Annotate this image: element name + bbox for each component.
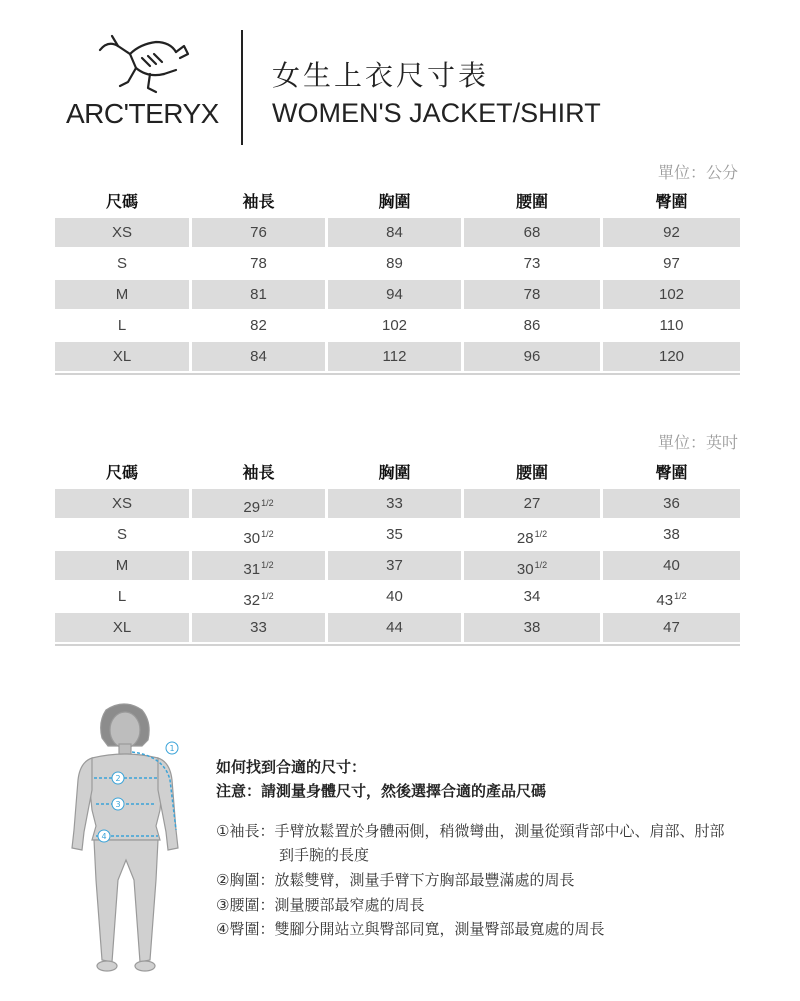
table-cell: 110	[659, 317, 684, 334]
table-cell: $30^{1/2}$	[464, 551, 600, 580]
table-cell: 76	[192, 218, 325, 247]
table-cell: 78	[250, 255, 267, 272]
unit-label-cm: 單位：公分	[657, 163, 738, 182]
table-cell: M	[55, 280, 189, 309]
table-cell: 112	[328, 342, 461, 371]
marker-1: 1	[169, 744, 175, 753]
table-cell: 86	[523, 317, 541, 334]
guide-step-waist: ③腰圍：測量腰部最窄處的周長	[216, 896, 425, 914]
brand-wordmark: ARC'TERYX	[66, 98, 219, 129]
marker-4: 4	[101, 832, 107, 841]
table-cell: 102	[381, 317, 408, 334]
table-cell: 78	[464, 280, 600, 309]
table-cell: 35	[386, 526, 403, 543]
table-cell: M	[55, 551, 189, 580]
table-cell: 36	[603, 489, 740, 518]
table-cell: 47	[603, 613, 740, 642]
table-cell: S	[116, 526, 127, 543]
table-cell: L	[117, 588, 127, 605]
table-cell: 68	[464, 218, 600, 247]
table-cell: L	[117, 317, 127, 334]
table-row	[55, 249, 740, 280]
marker-2: 2	[115, 774, 121, 783]
table-cell: $43^{1/2}$	[656, 591, 687, 609]
page-title-english: WOMEN'S JACKET/SHIRT	[272, 98, 601, 128]
table-row	[55, 551, 740, 582]
table-header-row	[55, 188, 740, 218]
table-cell: 84	[328, 218, 461, 247]
table-cell: 73	[523, 255, 541, 272]
table-bottom-rule	[55, 644, 740, 646]
table-cell: 97	[663, 255, 680, 272]
size-table-cm	[55, 188, 740, 373]
table-cell: XL	[55, 342, 189, 371]
table-cell: 44	[328, 613, 461, 642]
body-measurement-figure	[62, 700, 192, 985]
table-cell: 40	[603, 551, 740, 580]
table-cell: XS	[55, 489, 189, 518]
header-sleeve: 袖長	[242, 465, 275, 482]
table-row	[55, 280, 740, 311]
table-row	[55, 342, 740, 373]
table-row	[55, 582, 740, 613]
table-cell: 89	[386, 255, 403, 272]
table-cell: 102	[603, 280, 740, 309]
table-cell: 40	[386, 588, 403, 605]
table-cell: 96	[464, 342, 600, 371]
header-chest: 胸圍	[378, 194, 411, 211]
header-size: 尺碼	[105, 465, 138, 482]
header-waist: 腰圍	[515, 465, 548, 482]
table-cell: 38	[663, 526, 680, 543]
header-waist: 腰圍	[515, 194, 548, 211]
table-cell: $29^{1/2}$	[192, 489, 325, 518]
header-hip: 臀圍	[655, 465, 688, 482]
guide-step-sleeve: ①袖長：手臂放鬆置於身體兩側，稍微彎曲，測量從頸背部中心、肩部、肘部	[216, 822, 725, 840]
guide-step-sleeve-continued: 到手腕的長度	[279, 846, 370, 864]
table-cell: XL	[55, 613, 189, 642]
table-cell: 34	[523, 588, 541, 605]
table-cell: $28^{1/2}$	[516, 529, 548, 547]
table-cell: 94	[328, 280, 461, 309]
table-bottom-rule	[55, 373, 740, 375]
header-chest: 胸圍	[378, 465, 411, 482]
header-sleeve: 袖長	[242, 194, 275, 211]
table-cell: 38	[464, 613, 600, 642]
table-cell: $31^{1/2}$	[192, 551, 325, 580]
marker-3: 3	[115, 800, 121, 809]
header-size: 尺碼	[105, 194, 138, 211]
table-row	[55, 218, 740, 249]
table-cell: $32^{1/2}$	[243, 591, 274, 609]
table-cell: 82	[250, 317, 267, 334]
table-row	[55, 613, 740, 644]
table-cell: 37	[328, 551, 461, 580]
header-hip: 臀圍	[655, 194, 688, 211]
header-divider	[241, 30, 243, 145]
table-row	[55, 520, 740, 551]
table-cell: XS	[55, 218, 189, 247]
table-cell: 120	[603, 342, 740, 371]
table-row	[55, 311, 740, 342]
guide-step-hip: ④臀圍：雙腳分開站立與臀部同寬，測量臀部最寬處的周長	[216, 920, 605, 938]
guide-note: 注意：請測量身體尺寸，然後選擇合適的產品尺碼	[216, 782, 547, 800]
table-cell: $30^{1/2}$	[243, 529, 274, 547]
size-table-inch	[55, 459, 740, 644]
table-cell: S	[116, 255, 127, 272]
table-row	[55, 489, 740, 520]
guide-heading: 如何找到合適的尺寸：	[216, 758, 367, 776]
page-title-chinese: 女生上衣尺寸表	[272, 59, 490, 92]
table-cell: 27	[464, 489, 600, 518]
table-cell: 84	[192, 342, 325, 371]
table-cell: 92	[603, 218, 740, 247]
table-cell: 33	[328, 489, 461, 518]
table-cell: 33	[192, 613, 325, 642]
guide-step-chest: ②胸圍：放鬆雙臂，測量手臂下方胸部最豐滿處的周長	[216, 871, 575, 889]
table-header-row	[55, 459, 740, 489]
unit-label-inch: 單位：英吋	[657, 433, 738, 452]
table-cell: 81	[192, 280, 325, 309]
